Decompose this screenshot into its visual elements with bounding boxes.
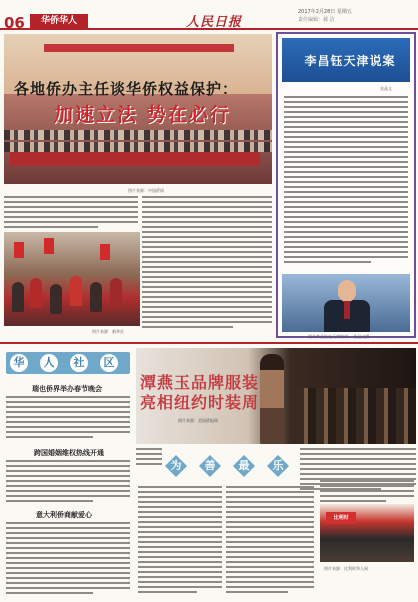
charity-header-char: 为 [170, 459, 182, 472]
fashion-headline-1: 潭燕玉品牌服装 [140, 373, 260, 392]
community-section-header [6, 352, 130, 374]
community-text-2 [6, 460, 130, 505]
community-subhead-3[interactable]: 意大利侨商献爱心 [36, 511, 92, 519]
lead-photo-caption: 图片来源：中国侨网 [128, 188, 164, 193]
charity-photo[interactable] [320, 504, 414, 562]
charity-text-2 [226, 486, 314, 596]
editorial-photo-caption: 图为李昌钰在天津演讲。 张晶文摄 [308, 334, 370, 339]
lead-article-text-2 [142, 196, 272, 331]
community-text-3 [6, 522, 130, 597]
charity-text-1 [138, 486, 222, 596]
masthead [0, 0, 418, 30]
editorial-byline: 张晶文 [380, 86, 392, 91]
fashion-headline-2: 亮相纽约时装周 [140, 393, 260, 412]
lead-photo[interactable] [4, 34, 272, 184]
lead-article-text [4, 196, 138, 231]
fashion-feature[interactable] [136, 348, 416, 444]
community-photo[interactable] [4, 232, 140, 326]
community-text-1 [6, 396, 130, 441]
editorial-portrait[interactable] [282, 274, 410, 332]
charity-header-char: 最 [238, 459, 250, 472]
fashion-text [136, 448, 162, 468]
editorial-text [284, 96, 408, 266]
charity-text-3 [320, 480, 414, 505]
issue-date: 2017年2月28日 星期五 [298, 9, 352, 15]
community-header-char: 区 [100, 354, 118, 372]
newspaper-logo: 人民日报 [186, 15, 243, 30]
community-header-char: 社 [70, 354, 88, 372]
editorial-box [276, 32, 416, 338]
editorial-title-banner [282, 38, 410, 82]
section-tab[interactable]: 华侨华人 [30, 14, 88, 29]
lead-headline[interactable]: 加速立法 势在必行 [54, 104, 231, 126]
community-header-char: 华 [10, 354, 28, 372]
editorial-title[interactable]: 李昌钰天津说案 [304, 54, 396, 68]
charity-photo-caption: 图片来源：比利时华人网 [324, 566, 368, 571]
charity-photo-sign: 比利时 [326, 512, 356, 524]
charity-header-char: 善 [204, 459, 216, 472]
charity-header-char: 乐 [272, 459, 284, 472]
community-subhead-1[interactable]: 瑞也侨界举办春节晚会 [32, 385, 102, 393]
fashion-caption: 图片来源：美国侨报网 [178, 418, 218, 423]
lead-headline-kicker: 各地侨办主任谈华侨权益保护： [14, 80, 239, 98]
community-subhead-2[interactable]: 跨国婚姻维权热线开通 [34, 449, 104, 457]
page-number: 06 [4, 14, 25, 32]
issue-editor: 责任编辑：郝 洁 [298, 17, 335, 23]
community-photo-caption: 图片来源：新华社 [92, 329, 124, 334]
charity-section-header [166, 456, 296, 476]
community-header-char: 人 [40, 354, 58, 372]
section-divider [0, 342, 418, 344]
